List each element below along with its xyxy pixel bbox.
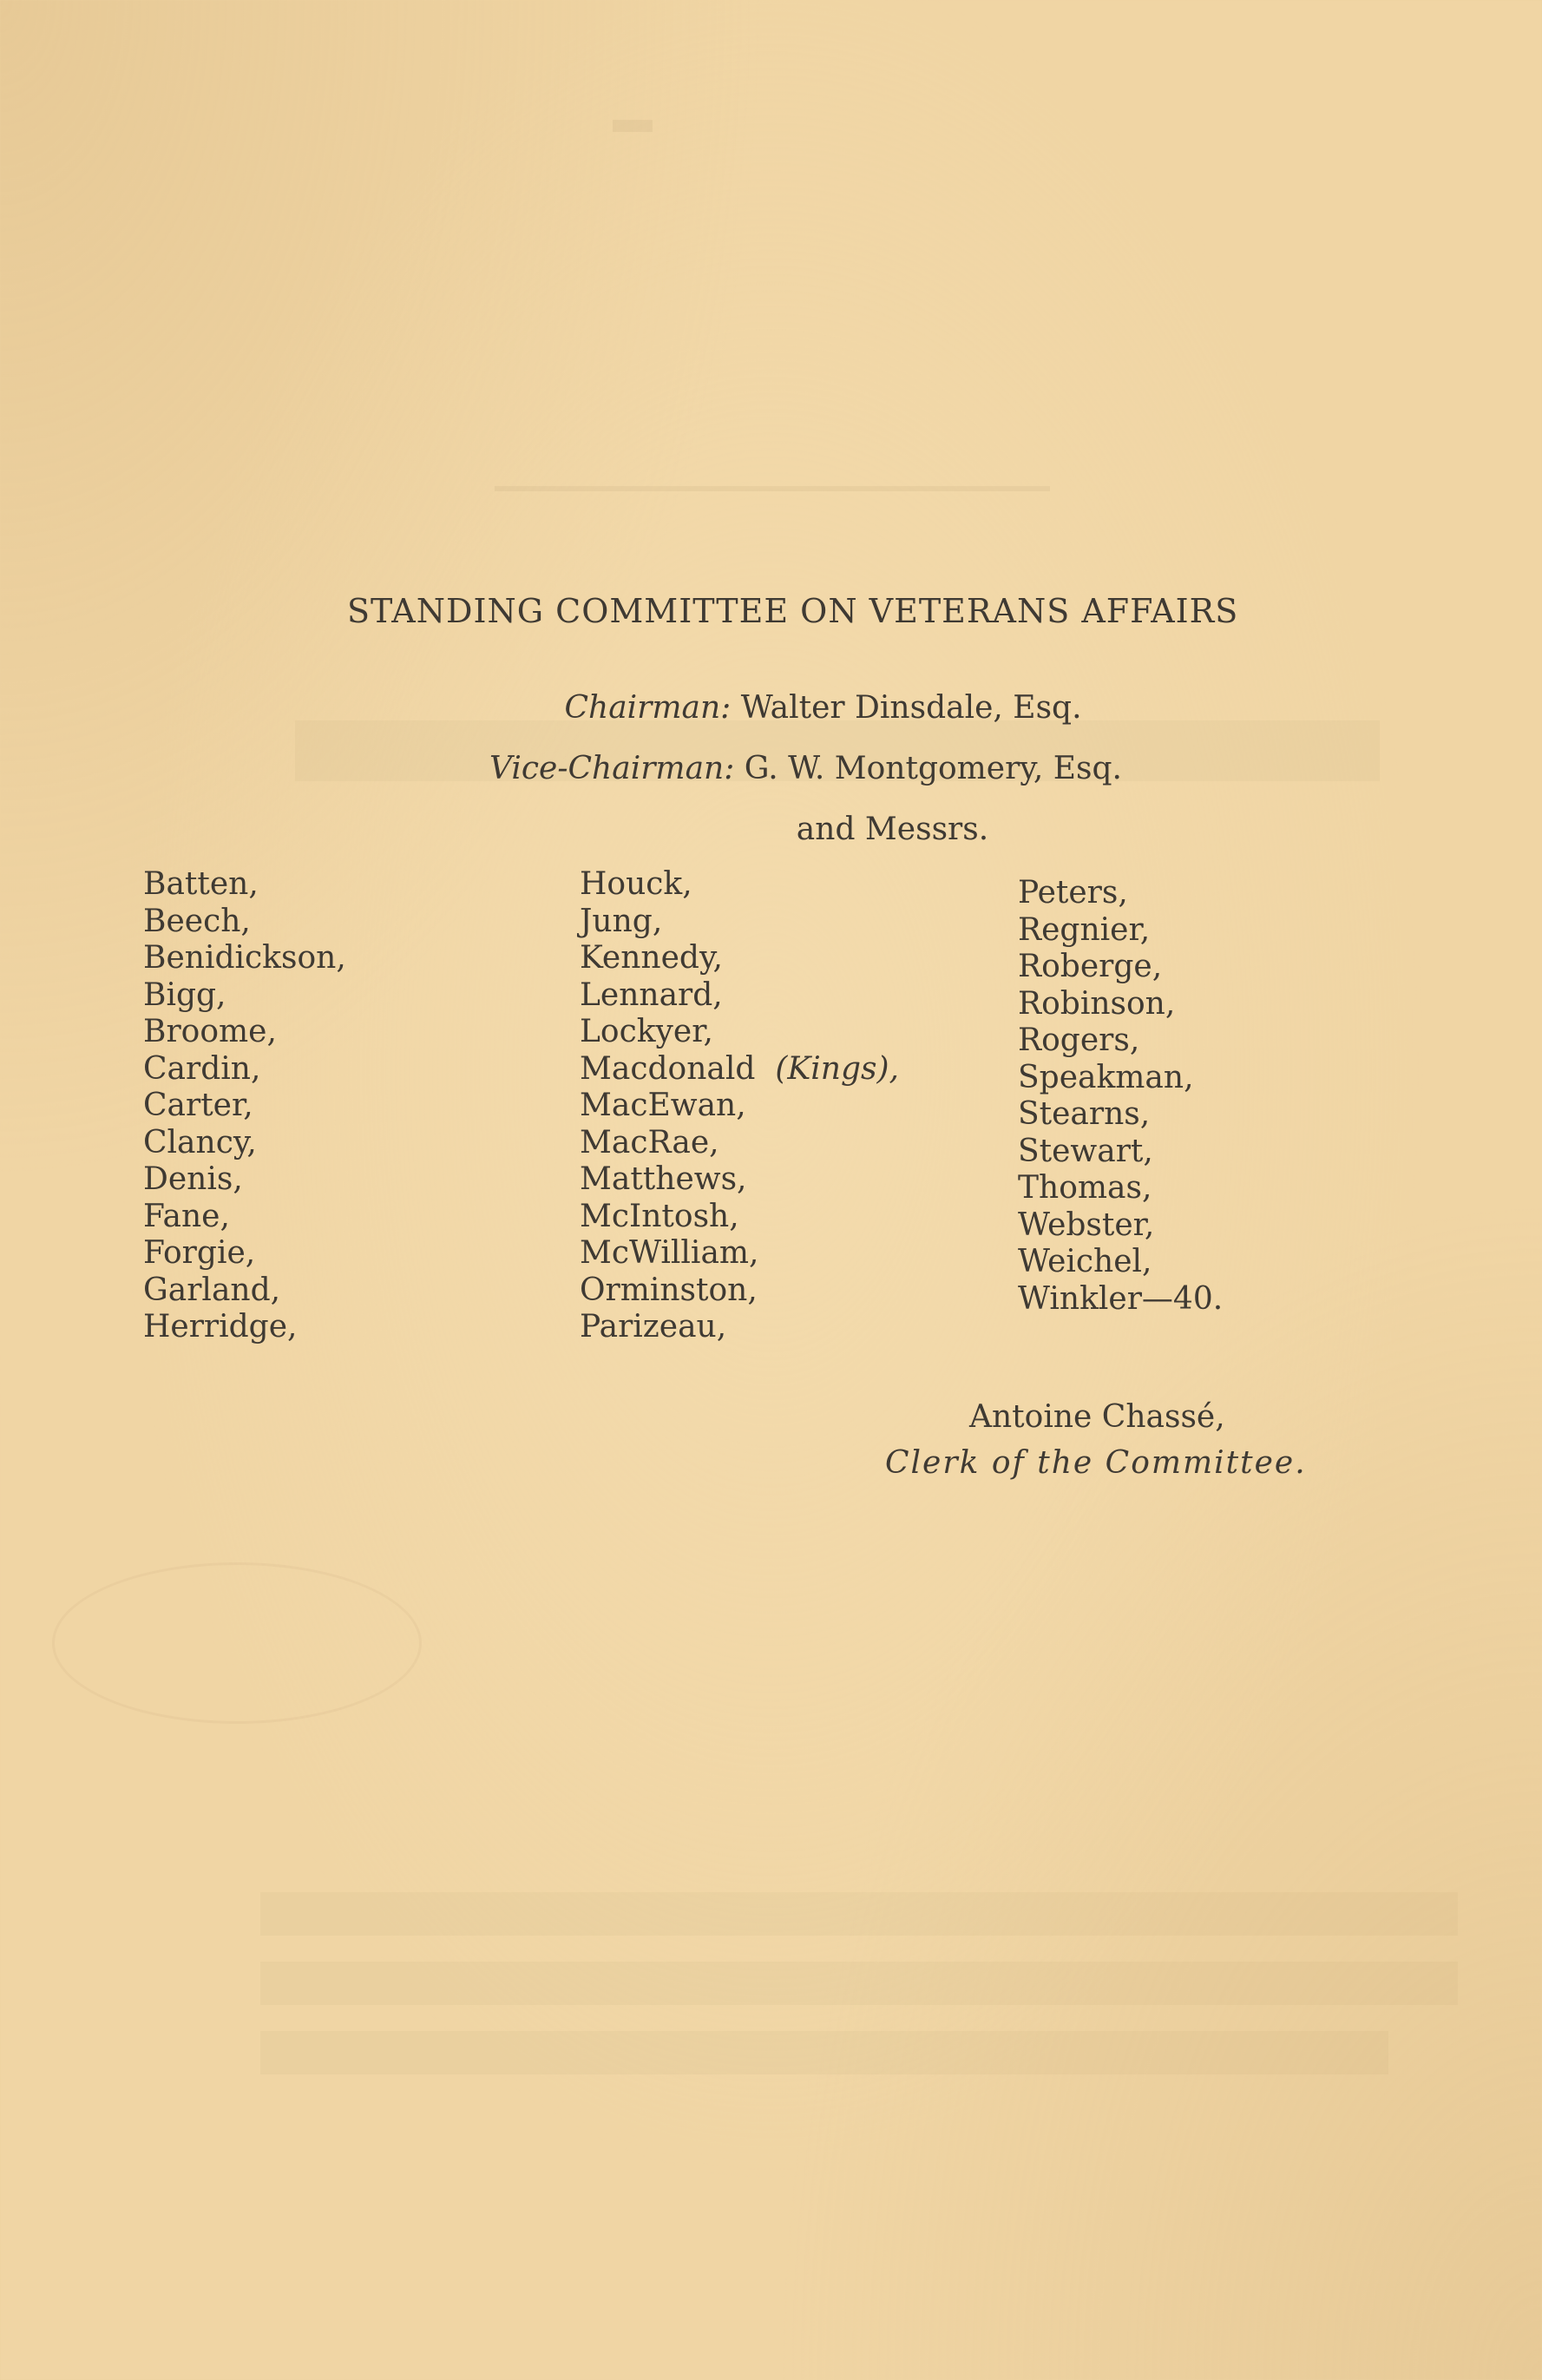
member-name: Winkler—40. [1018,1280,1224,1317]
chairman-name: Walter Dinsdale, Esq. [740,690,1082,726]
vice-chairman-name: G. W. Montgomery, Esq. [744,751,1122,786]
show-through-background: ▬ [0,0,1542,2380]
member-name: Beech, [143,903,251,939]
members-column-1 [143,866,346,1346]
member-name: Carter, [143,1088,253,1123]
member-name: Forgie, [143,1235,256,1271]
member-name: Matthews, [580,1161,747,1197]
member-name: Bigg, [143,976,226,1013]
members-intro: and Messrs. [796,812,989,847]
members-column-3 [1018,875,1223,1318]
member-name: McIntosh, [580,1198,739,1234]
member-name-with-riding [580,1051,899,1088]
member-name: Lockyer, [580,1014,713,1049]
member-name: Macdonald [580,1050,756,1087]
member-name: Garland, [143,1272,281,1308]
member-name: Stewart, [1018,1133,1153,1169]
member-name: Weichel, [1018,1244,1152,1279]
chairman-line [52,690,1542,726]
member-name: Speakman, [1018,1059,1194,1095]
riding-note: (Kings), [775,1050,899,1087]
member-name: Fane, [143,1198,230,1234]
chairman-role: Chairman: [564,690,732,726]
member-name: Thomas, [1018,1170,1152,1206]
member-name: MacRae, [580,1124,719,1160]
committee-title: STANDING COMMITTEE ON VETERANS AFFAIRS [347,592,1239,630]
member-name: Benidickson, [143,940,346,976]
member-name: Clancy, [143,1124,257,1160]
member-name: McWilliam, [580,1235,759,1271]
member-name: Batten, [143,866,259,902]
member-name: Broome, [143,1014,277,1049]
member-name: Kennedy, [580,940,723,976]
clerk-title: Clerk of the Committee. [885,1445,1307,1481]
member-name: Robinson, [1018,985,1176,1022]
member-name: Regnier, [1018,911,1151,948]
member-name: Peters, [1018,875,1128,911]
member-name: Herridge, [143,1309,298,1345]
member-name: MacEwan, [580,1088,746,1123]
member-name: Jung, [580,903,663,939]
clerk-name: Antoine Chassé, [969,1399,1225,1435]
member-name: Webster, [1018,1206,1155,1243]
member-name: Roberge, [1018,949,1163,984]
vice-chairman-role: Vice-Chairman: [489,751,735,786]
member-name: Denis, [143,1161,243,1197]
member-name: Lennard, [580,976,723,1013]
member-name: Orminston, [580,1272,758,1308]
member-name: Rogers, [1018,1022,1140,1058]
member-name: Parizeau, [580,1309,727,1345]
member-name: Cardin, [143,1050,261,1087]
vice-chairman-line [35,751,1542,786]
members-column-2 [580,866,899,1346]
member-name: Houck, [580,866,692,902]
member-name: Stearns, [1018,1096,1151,1132]
